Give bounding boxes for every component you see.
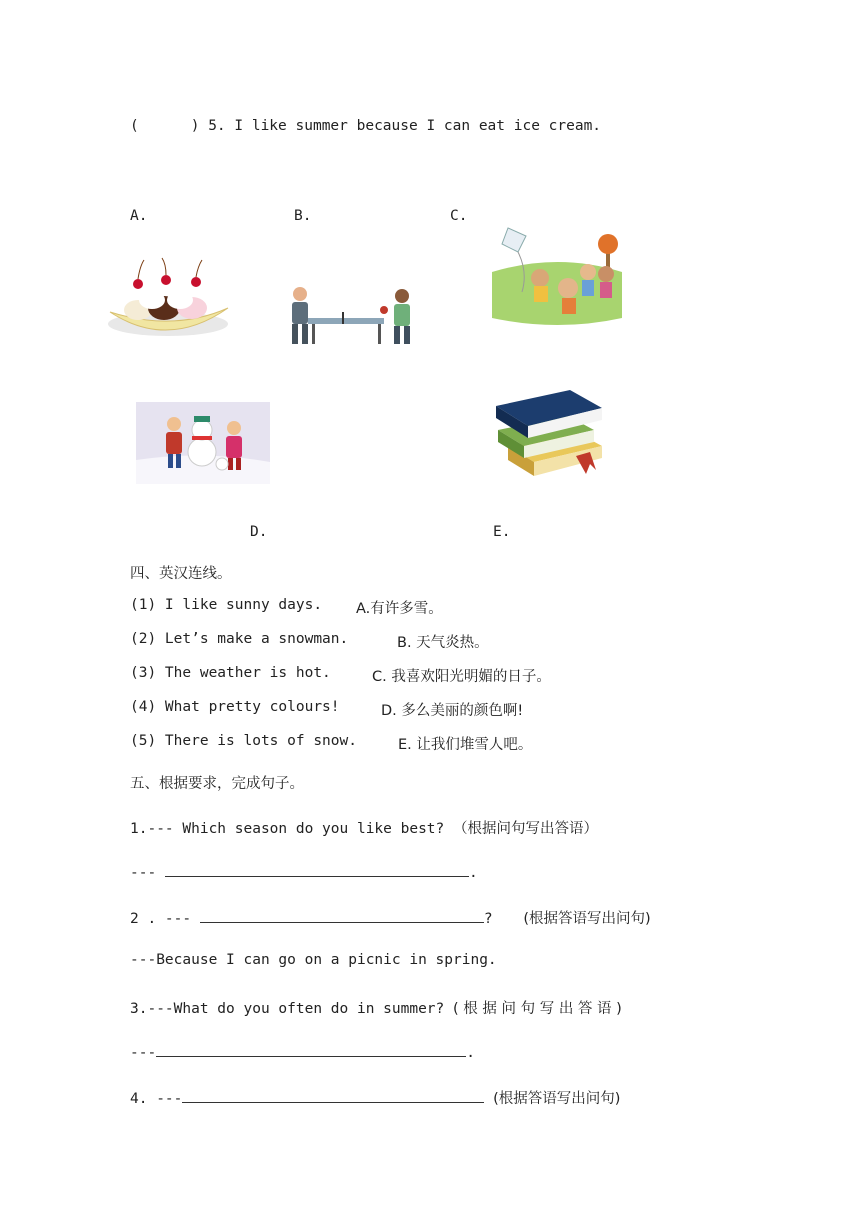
match-cn-3: C. 我喜欢阳光明媚的日子。 bbox=[372, 669, 551, 685]
answer-paren-open: ( bbox=[130, 118, 139, 134]
question-1 bbox=[130, 817, 598, 838]
option-d-label: D. bbox=[250, 524, 268, 540]
answer-1-prefix: --- bbox=[130, 865, 157, 881]
option-c-label: C. bbox=[450, 208, 468, 224]
option-b-label: B. bbox=[294, 208, 312, 224]
section-4-title: 四、英汉连线。 bbox=[130, 566, 232, 582]
question-2 bbox=[130, 907, 651, 928]
question-3-text: 3.---What do you often do in summer? bbox=[130, 1001, 445, 1017]
match-en-4: (4) What pretty colours! bbox=[130, 699, 340, 715]
match-en-5: (5) There is lots of snow. bbox=[130, 733, 357, 749]
question-3 bbox=[130, 997, 622, 1018]
table-tennis-icon bbox=[286, 282, 420, 346]
question-2-answer: ---Because I can go on a picnic in spring. bbox=[130, 952, 497, 968]
answer-3-prefix: --- bbox=[130, 1045, 157, 1061]
option-e-label: E. bbox=[493, 524, 511, 540]
match-en-1: (1) I like sunny days. bbox=[130, 597, 323, 613]
match-en-3: (3) The weather is hot. bbox=[130, 665, 331, 681]
match-cn-5: E. 让我们堆雪人吧。 bbox=[398, 737, 533, 753]
answer-1-line bbox=[130, 862, 478, 881]
answer-paren-close: ) bbox=[190, 118, 200, 134]
answer-1-blank[interactable] bbox=[165, 862, 469, 877]
question-2-hint: (根据答语写出问句) bbox=[523, 911, 651, 927]
book-stack-icon bbox=[490, 386, 608, 480]
match-cn-2: B. 天气炎热。 bbox=[397, 635, 489, 651]
question-2-end: ? bbox=[483, 911, 493, 927]
option-a-label: A. bbox=[130, 208, 148, 224]
question-5 bbox=[130, 118, 601, 134]
question-2-blank[interactable] bbox=[200, 908, 484, 923]
question-5-text: 5. I like summer because I can eat ice cream. bbox=[208, 118, 602, 134]
match-en-2: (2) Let’s make a snowman. bbox=[130, 631, 349, 647]
answer-3-line bbox=[130, 1042, 475, 1061]
question-3-hint: ( 根 据 问 句 写 出 答 语 ) bbox=[453, 1001, 622, 1017]
question-4-hint: (根据答语写出问句) bbox=[493, 1091, 621, 1107]
question-4-prefix: 4. --- bbox=[130, 1091, 183, 1107]
question-4 bbox=[130, 1087, 620, 1108]
answer-1-end: . bbox=[468, 865, 478, 881]
kite-picnic-icon bbox=[488, 222, 626, 328]
answer-3-blank[interactable] bbox=[156, 1042, 466, 1057]
match-cn-1: A.有许多雪。 bbox=[356, 601, 443, 617]
answer-3-end: . bbox=[466, 1045, 475, 1061]
question-4-blank[interactable] bbox=[182, 1088, 484, 1103]
question-1-text: 1.--- Which season do you like best? bbox=[130, 821, 445, 837]
match-cn-4: D. 多么美丽的颜色啊! bbox=[381, 703, 524, 719]
question-2-prefix: 2 . --- bbox=[130, 911, 192, 927]
section-5-title: 五、根据要求，完成句子。 bbox=[130, 776, 304, 792]
snowman-kids-icon bbox=[136, 402, 270, 484]
question-1-hint: （根据问句写出答语） bbox=[453, 821, 599, 837]
banana-split-icon bbox=[104, 252, 232, 350]
